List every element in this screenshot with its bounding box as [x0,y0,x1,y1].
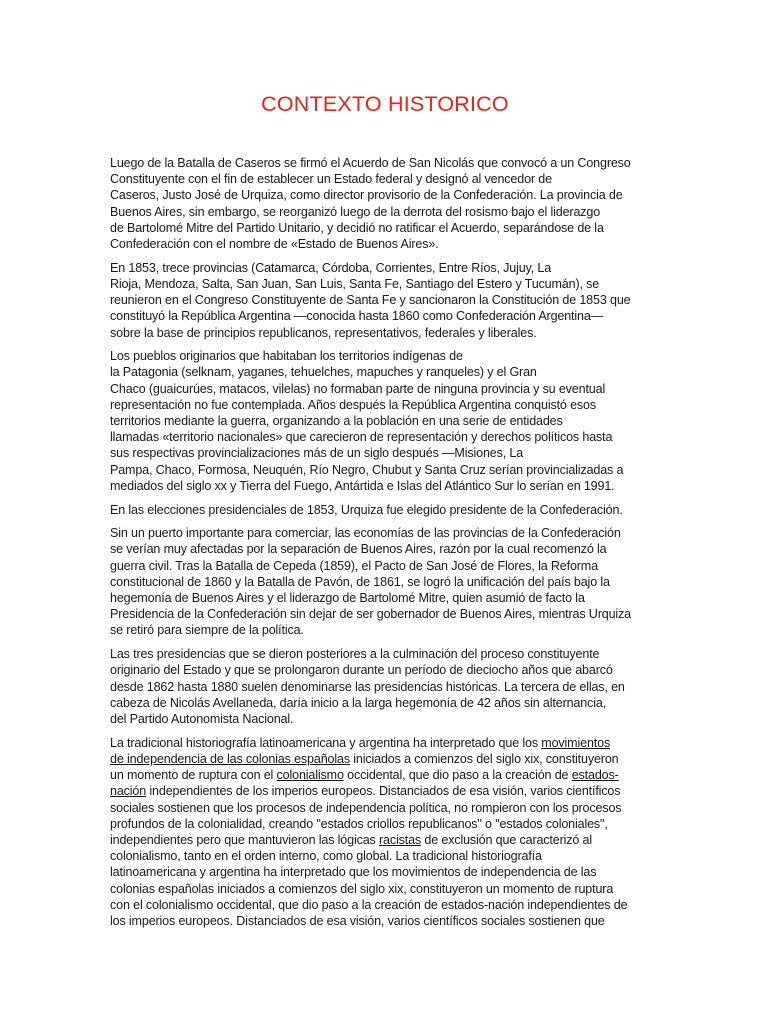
document-page [110,92,660,937]
paragraph-elecciones-1853: En las elecciones presidenciales de 1853, Urquiza fue elegido presidente de la Confederación. [110,502,623,517]
paragraph-pueblos-originarios: Los pueblos originarios que habitaban los territorios indígenas de la Patagonia (selknam, yaganes, tehuelches, mapuches y ranqueles) y el Gran Chaco (guaicurúes, matacos, vilelas) no formaban parte de ninguna provincia y su eventual representación no fue contemplada. Años después la República Argentina conquistó esos territorios mediante la guerra, organizando a la población en una serie de entidades llamadas «territorio nacionales» que carecieron de representación y derechos políticos hasta sus respectivas provincializaciones más de un siglo después —Misiones, La Pampa, Chaco, Formosa, Neuquén, Río Negro, Chubut y Santa Cruz serían provincializadas a mediados del siglo xx y Tierra del Fuego, Antártida e Islas del Atlántico Sur lo serían en 1991. [110,349,624,493]
link-movimientos-independencia[interactable]: movimientos de independencia de las colonias españolas [110,735,611,766]
paragraph-caseros: Luego de la Batalla de Caseros se firmó el Acuerdo de San Nicolás que convocó a un Congreso Constituyente con el fin de establecer un Estado federal y designó al vencedor de Caseros, Justo José de Urquiza, como director provisorio de la Confederación. La provincia de Buenos Aires, sin embargo, se reorganizó luego de la derrota del rosismo bajo el liderazgo de Bartolomé Mitre del Partido Unitario, y decidió no ratificar el Acuerdo, separándose de la Confederación con el nombre de «Estado de Buenos Aires». [110,156,631,252]
paragraph-historiografia [110,735,660,929]
text-segment: La tradicional historiografía latinoamericana y argentina ha interpretado que los [110,735,542,750]
document-title: CONTEXTO HISTORICO [261,92,509,116]
text-segment: iniciados a comienzos del siglo xix, constituyeron un momento de ruptura con el [110,751,619,783]
link-racistas[interactable]: racistas [379,832,422,847]
link-estados-nacion[interactable]: estados- nación [110,768,619,799]
link-colonialismo[interactable]: colonialismo [276,768,344,783]
paragraph-1853-constitution: En 1853, trece provincias (Catamarca, Córdoba, Corrientes, Entre Ríos, Jujuy, La Rioja, Mendoza, Salta, San Juan, San Luis, Santa Fe, Santiago del Estero y Tucumán), se reunieron en el Congreso Constituyente de Santa Fe y sancionaron la Constitución de 1853 que constituyó la República Argentina —conocida hasta 1860 como Confederación Argentina— sobre la base de principios republicanos, representativos, federales y liberales. [110,260,631,340]
paragraph-presidencias-historicas: Las tres presidencias que se dieron posteriores a la culminación del proceso constituyente originario del Estado y que se prolongaron durante un período de dieciocho años que abarcó desde 1862 hasta 1880 suelen denominarse las presidencias históricas. La tercera de ellas, en cabeza de Nicolás Avellaneda, daría inicio a la larga hegemonía de 42 años sin alternancia, del Partido Autonomista Nacional. [110,647,625,726]
text-segment: occidental, que dio paso a la creación de [343,768,572,783]
text-segment: de exclusión que caracterizó al colonialismo, tanto en el orden interno, como global. La tradicional historiografía latinoamericana y argentina ha interpretado que los movimientos de independencia de las colonias españolas iniciados a comienzos del siglo xix, constituyeron un momento de ruptura con el colonialismo occidental, que dio paso a la creación de estados-nación independientes de los imperios europeos. Distanciados de esa visión, varios científicos sociales sostienen que [110,832,628,928]
paragraph-guerra-civil: Sin un puerto importante para comerciar, las economías de las provincias de la Confederación se verían muy afectadas por la separación de Buenos Aires, razón por la cual recomenzó la guerra civil. Tras la Batalla de Cepeda (1859), el Pacto de San José de Flores, la Reforma constitucional de 1860 y la Batalla de Pavón, de 1861, se logró la unificación del país bajo la hegemonía de Buenos Aires y el liderazgo de Bartolomé Mitre, quien asumió de facto la Presidencia de la Confederación sin dejar de ser gobernador de Buenos Aires, mientras Urquiza se retiró para siempre de la política. [110,526,631,638]
text-segment: independientes de los imperios europeos. Distanciados de esa visión, varios científicos sociales sostienen que los procesos de independencia política, no rompieron con los procesos profundos de la colonialidad, creando "estados criollos republicanos" o "estados coloniales", independientes pero que mantuvieron las lógicas [110,784,622,847]
